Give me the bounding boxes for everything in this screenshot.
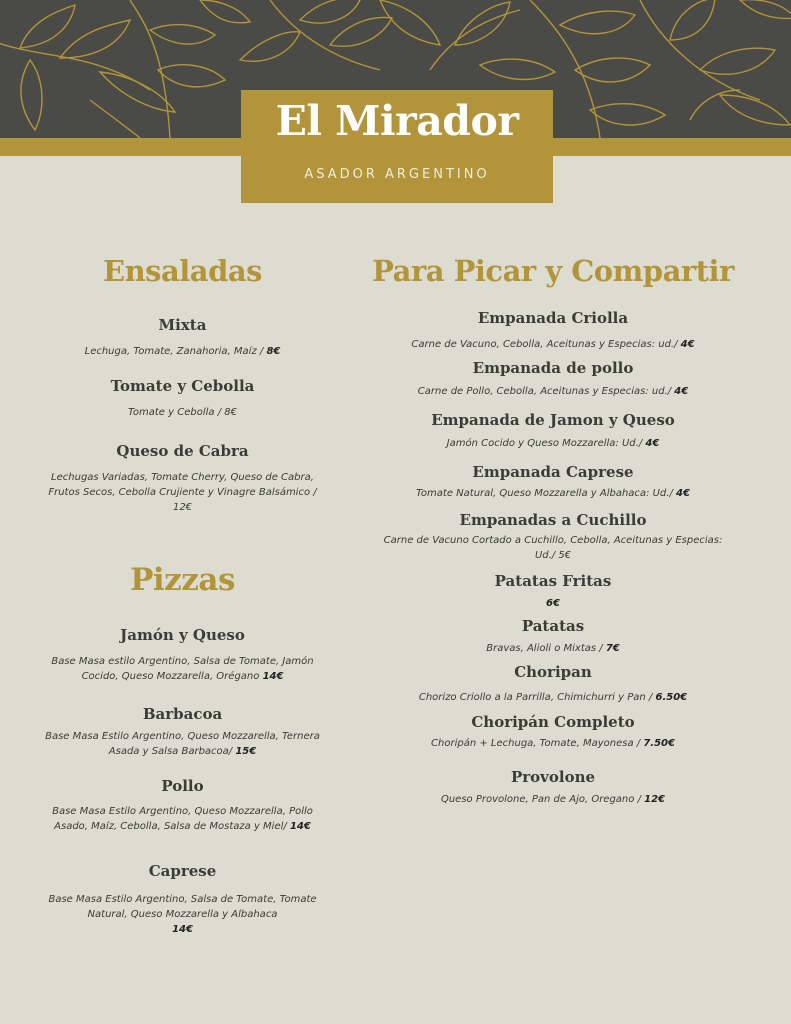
menu-item-price: 6€	[546, 598, 560, 609]
menu-item-desc: Carne de Vacuno, Cebolla, Aceitunas y Especias: ud./ 4€	[411, 339, 695, 350]
restaurant-title-box	[241, 90, 553, 203]
menu-item-price: 14€	[289, 821, 311, 832]
menu-item-name: Empanada de pollo	[472, 359, 634, 377]
menu-item-price: 12€	[644, 794, 666, 805]
menu-item-desc: Bravas, Alioli o Mixtas / 7€	[486, 643, 620, 654]
menu-item-desc: Choripán + Lechuga, Tomate, Mayonesa / 7.50€	[431, 738, 675, 749]
menu-item-desc: Base Masa Estilo Argentino, Queso Mozzarella, Pollo Asado, Maíz, Cebolla, Salsa de Mostaza y Miel/ 14€	[52, 806, 313, 832]
menu-item-name: Mixta	[158, 316, 207, 334]
menu-item-name: Caprese	[148, 862, 217, 880]
section-title-para-picar: Para Picar y Compartir	[372, 254, 734, 288]
menu-item-name: Patatas	[521, 617, 585, 635]
menu-item-price: 14€	[262, 671, 284, 682]
menu-item-desc: Base Masa Estilo Argentino, Salsa de Tomate, Tomate Natural, Queso Mozzarella y Albahaca 14€	[48, 894, 317, 935]
menu-item-desc: Carne de Vacuno Cortado a Cuchillo, Cebolla, Aceitunas y Especias: Ud./ 5€	[383, 535, 723, 561]
menu-item-price: 4€	[676, 488, 690, 499]
menu-item-name: Empanada Criolla	[477, 309, 629, 327]
menu-item-name: Pollo	[161, 777, 204, 795]
menu-item-name: Queso de Cabra	[116, 442, 249, 460]
menu-item-name: Provolone	[510, 768, 596, 786]
menu-item-price: 8€	[266, 346, 281, 357]
menu-item-price: 4€	[645, 438, 660, 449]
menu-item-price: 7€	[605, 643, 620, 654]
menu-item-name: Empanada Caprese	[472, 463, 634, 481]
section-title-ensaladas: Ensaladas	[102, 254, 262, 288]
menu-item-desc: Queso Provolone, Pan de Ajo, Oregano / 12€	[440, 794, 666, 805]
restaurant-tagline: ASADOR ARGENTINO	[304, 167, 490, 182]
menu-item-price: 4€	[680, 339, 695, 350]
menu-item-desc: Chorizo Criollo a la Parrilla, Chimichurri y Pan / 6.50€	[418, 692, 688, 703]
menu-item-desc: Base Masa estilo Argentino, Salsa de Tomate, Jamón Cocido, Queso Mozzarella, Orégano 14€	[51, 656, 314, 682]
menu-item-name: Tomate y Cebolla	[110, 377, 255, 395]
menu-item-desc: Lechugas Variadas, Tomate Cherry, Queso de Cabra, Frutos Secos, Cebolla Crujiente y Vinagre Balsámico / 12€	[48, 472, 317, 513]
menu-item-desc: Tomate Natural, Queso Mozzarella y Albahaca: Ud./ 4€	[416, 488, 690, 499]
menu-item-name: Empanada de Jamon y Queso	[431, 411, 675, 429]
menu-item-name: Choripan	[514, 663, 592, 681]
restaurant-name: El Mirador	[275, 97, 519, 145]
menu-item-name: Empanadas a Cuchillo	[459, 511, 647, 529]
menu-item-desc: Base Masa Estilo Argentino, Queso Mozzarella, Ternera Asada y Salsa Barbacoa/ 15€	[45, 731, 320, 757]
menu-item-name: Jamón y Queso	[120, 626, 245, 644]
section-title-pizzas: Pizzas	[130, 562, 235, 598]
menu-item-desc: Jamón Cocido y Queso Mozzarella: Ud./ 4€	[446, 438, 660, 449]
menu-item-name: Barbacoa	[142, 705, 223, 723]
menu-item-price: 14€	[172, 924, 193, 935]
menu-item-price: 15€	[235, 746, 257, 757]
menu-item-desc: Carne de Pollo, Cebolla, Aceitunas y Especias: ud./ 4€	[417, 386, 689, 397]
menu-item-name: Choripán Completo	[471, 713, 635, 731]
menu-item-name: Patatas Fritas	[494, 572, 612, 590]
menu-item-desc	[368, 596, 738, 611]
menu-item-price: 4€	[674, 386, 689, 397]
menu-item-desc: Tomate y Cebolla / 8€	[128, 407, 237, 418]
menu-item-price: 7.50€	[643, 738, 675, 749]
menu-item-price: 6.50€	[655, 692, 688, 703]
menu-item-desc: Lechuga, Tomate, Zanahoria, Maíz / 8€	[84, 346, 281, 357]
